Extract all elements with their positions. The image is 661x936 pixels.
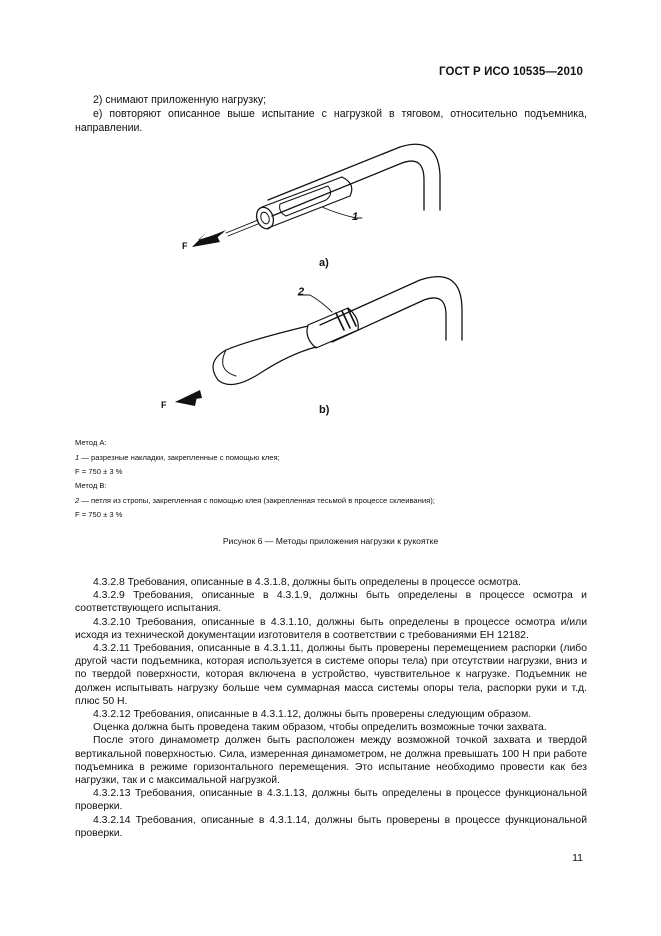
callout-2: 2 (298, 286, 305, 298)
page-number: 11 (572, 852, 583, 864)
panel-label-a: а) (319, 257, 329, 269)
body-text (75, 576, 587, 840)
force-label-b: F (161, 400, 167, 410)
callout-1: 1 (352, 211, 359, 223)
clause-4-3-2-14: 4.3.2.14 Требования, описанные в 4.3.1.14, должны быть проверены в процессе функциональной проверки. (75, 814, 587, 839)
intro-item-2: 2) снимают приложенную нагрузку; (93, 94, 267, 106)
legend-method-a (75, 438, 107, 448)
legend-method-a-text: Метод А: (75, 438, 107, 447)
legend-load-a: F = 750 ± 3 % (75, 467, 123, 476)
intro-item-e: е) повторяют описанное выше испытание с нагрузкой в тяговом, относительно подъемника, направлении. (75, 108, 587, 135)
legend-method-b: Метод В: (75, 481, 107, 490)
figure-title: Рисунок 6 — Методы приложения нагрузки к рукоятке (222, 536, 439, 546)
legend-load-b: F = 750 ± 3 % (75, 510, 123, 519)
clause-4-3-2-9: 4.3.2.9 Требования, описанные в 4.3.1.9, должны быть определены в процессе осмотра и соответствующего испытания. (75, 590, 587, 615)
handle-b (213, 277, 462, 385)
legend-item-1-number: 1 (75, 453, 80, 462)
legend-item-2-number: 2 (75, 496, 80, 505)
force-label-a: F (182, 241, 188, 251)
clause-4-3-2-11: 4.3.2.11 Требования, описанные в 4.3.1.11, должны быть проверены перемещением распорки (либо другой части подъемника, которая используется в системе опоры тела) при отсутствии нагрузки, вниз и по твердой поверхности, которая включена в устройство, чувствительное к нагрузке. Подъемник не должен испытывать нагрузку больше чем суммарная масса системы опоры тела, распорки руки и т.д. плюс 50 Н. (75, 643, 587, 707)
standard-header: ГОСТ Р ИСО 10535—2010 (438, 66, 583, 78)
legend-item-1-text: — разрезные накладки, закрепленные с помощью клея; (79, 453, 280, 462)
legend-item-2 (75, 496, 435, 506)
handle-a (226, 144, 440, 236)
panel-label-b: b) (319, 404, 330, 416)
paragraph-dynamometer: После этого динамометр должен быть расположен между возможной точкой захвата и твердой вертикальной поверхностью. Сила, измеренная динамометром, не должна превышать 100 Н при работе подъемника в режиме горизонтального перемещения. Это испытание необходимо провести как без нагрузки, так и с максимальной нагрузкой. (75, 735, 587, 787)
legend-item-2-text: — петля из стропы, закрепленная с помощью клея (закрепленная тесьмой в процессе склеивания); (79, 496, 435, 505)
clause-4-3-2-12: 4.3.2.12 Требования, описанные в 4.3.1.12, должны быть проверены следующим образом. (93, 709, 532, 721)
clause-4-3-2-8: 4.3.2.8 Требования, описанные в 4.3.1.8, должны быть определены в процессе осмотра. (93, 577, 521, 588)
clause-4-3-2-10: 4.3.2.10 Требования, описанные в 4.3.1.10, должны быть определены в процессе осмотра и/или исходя из технической документации изготовителя в соответствии с требованиями ЕН 12182. (75, 616, 587, 641)
paragraph-assessment: Оценка должна быть проведена таким образом, чтобы определить возможные точки захвата. (93, 722, 547, 734)
legend-item-1 (75, 453, 280, 463)
clause-4-3-2-13: 4.3.2.13 Требования, описанные в 4.3.1.13, должны быть определены в процессе функциональной проверки. (75, 788, 587, 813)
